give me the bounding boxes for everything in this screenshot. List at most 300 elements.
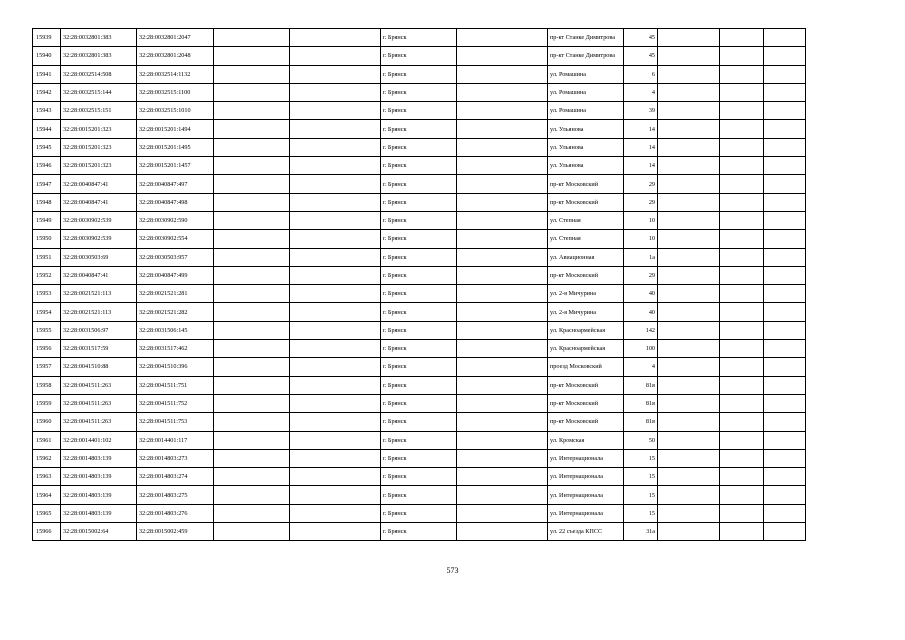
cell-empty [764, 102, 806, 120]
cell-city: г. Брянск [381, 65, 457, 83]
table-row [33, 523, 806, 541]
cell-house: 15 [624, 468, 658, 486]
cell-empty [720, 413, 764, 431]
cell-empty [214, 340, 290, 358]
cell-street: ул. 2-я Мичурина [548, 285, 624, 303]
cell-object-number: 32:28:0014803:273 [137, 449, 214, 467]
cell-empty [290, 358, 381, 376]
cell-empty [214, 193, 290, 211]
cell-parcel-number: 32:28:0032801:383 [61, 47, 137, 65]
cell-empty [658, 138, 720, 156]
cell-object-number: 32:28:0014803:274 [137, 468, 214, 486]
cell-house: 6 [624, 65, 658, 83]
cell-street: ул. Ульянова [548, 157, 624, 175]
cell-empty [764, 340, 806, 358]
cell-city: г. Брянск [381, 83, 457, 101]
cell-house: 29 [624, 266, 658, 284]
cell-empty [214, 285, 290, 303]
cell-object-number: 32:28:0041511:752 [137, 394, 214, 412]
cell-empty [290, 303, 381, 321]
cell-empty [290, 248, 381, 266]
cell-empty [214, 29, 290, 47]
cell-empty [214, 266, 290, 284]
cell-empty [658, 211, 720, 229]
cell-empty [290, 523, 381, 541]
cell-object-number: 32:28:0032514:1132 [137, 65, 214, 83]
cell-empty [720, 285, 764, 303]
cell-empty [764, 504, 806, 522]
cell-empty [720, 266, 764, 284]
cell-street: ул. Ромашина [548, 83, 624, 101]
table-row [33, 449, 806, 467]
cell-house: 14 [624, 120, 658, 138]
cell-empty [720, 321, 764, 339]
cell-house: 15 [624, 504, 658, 522]
table-row [33, 486, 806, 504]
table-row [33, 248, 806, 266]
cell-parcel-number: 32:28:0015201:323 [61, 120, 137, 138]
cell-empty [457, 303, 548, 321]
cell-empty [214, 211, 290, 229]
cell-record-number: 15966 [33, 523, 61, 541]
cell-empty [720, 102, 764, 120]
cell-parcel-number: 32:28:0041511:263 [61, 376, 137, 394]
cell-empty [720, 83, 764, 101]
cell-record-number: 15954 [33, 303, 61, 321]
cell-empty [720, 29, 764, 47]
cell-empty [290, 230, 381, 248]
cell-empty [214, 120, 290, 138]
cell-empty [658, 65, 720, 83]
cell-street: ул. Степная [548, 230, 624, 248]
cell-house: 81в [624, 413, 658, 431]
cell-empty [457, 468, 548, 486]
cell-parcel-number: 32:28:0040847:41 [61, 193, 137, 211]
cell-empty [720, 175, 764, 193]
cell-street: пр-кт Станке Димитрова [548, 47, 624, 65]
cell-empty [764, 175, 806, 193]
cell-city: г. Брянск [381, 486, 457, 504]
cell-empty [457, 193, 548, 211]
cell-city: г. Брянск [381, 175, 457, 193]
cell-empty [764, 431, 806, 449]
cell-empty [720, 449, 764, 467]
cell-empty [658, 102, 720, 120]
cell-parcel-number: 32:28:0014803:139 [61, 468, 137, 486]
cell-empty [290, 102, 381, 120]
cell-empty [764, 29, 806, 47]
cell-parcel-number: 32:28:0014803:139 [61, 486, 137, 504]
cell-empty [457, 29, 548, 47]
cell-empty [658, 376, 720, 394]
cell-house: 15 [624, 486, 658, 504]
cell-street: ул. Ромашина [548, 102, 624, 120]
cell-empty [290, 29, 381, 47]
cell-empty [290, 266, 381, 284]
table-row [33, 193, 806, 211]
cell-empty [457, 120, 548, 138]
cell-object-number: 32:28:0032801:2047 [137, 29, 214, 47]
cell-empty [214, 376, 290, 394]
table-row [33, 102, 806, 120]
cell-object-number: 32:28:0030902:554 [137, 230, 214, 248]
cell-empty [658, 285, 720, 303]
cell-empty [764, 394, 806, 412]
cell-street: ул. Авиационная [548, 248, 624, 266]
cell-empty [764, 65, 806, 83]
cell-house: 31а [624, 523, 658, 541]
cell-street: пр-кт Московский [548, 413, 624, 431]
cell-object-number: 32:28:0014401:117 [137, 431, 214, 449]
cell-empty [290, 468, 381, 486]
cell-record-number: 15951 [33, 248, 61, 266]
cell-empty [214, 175, 290, 193]
table-row [33, 285, 806, 303]
cell-empty [764, 321, 806, 339]
table-row [33, 120, 806, 138]
cell-city: г. Брянск [381, 157, 457, 175]
cell-parcel-number: 32:28:0032515:144 [61, 83, 137, 101]
cell-object-number: 32:28:0032515:1100 [137, 83, 214, 101]
table-row [33, 413, 806, 431]
cell-record-number: 15947 [33, 175, 61, 193]
cell-empty [290, 65, 381, 83]
cell-city: г. Брянск [381, 376, 457, 394]
cell-street: ул. 22 съезда КПСС [548, 523, 624, 541]
cell-street: пр-кт Московский [548, 175, 624, 193]
table-row [33, 157, 806, 175]
cell-house: 40 [624, 303, 658, 321]
cell-empty [214, 83, 290, 101]
cell-empty [720, 394, 764, 412]
cell-parcel-number: 32:28:0030902:539 [61, 211, 137, 229]
cell-empty [764, 248, 806, 266]
cell-empty [457, 266, 548, 284]
cell-empty [720, 230, 764, 248]
cell-house: 100 [624, 340, 658, 358]
cell-house: 50 [624, 431, 658, 449]
cell-empty [214, 413, 290, 431]
cell-empty [290, 340, 381, 358]
cell-street: ул. Красноармейская [548, 321, 624, 339]
cell-record-number: 15962 [33, 449, 61, 467]
cell-empty [658, 321, 720, 339]
cell-empty [658, 523, 720, 541]
cell-empty [214, 248, 290, 266]
table-row [33, 29, 806, 47]
cell-house: 81в [624, 376, 658, 394]
cell-street: пр-кт Московский [548, 376, 624, 394]
cell-empty [457, 138, 548, 156]
cell-street: ул. Интернационала [548, 468, 624, 486]
cell-record-number: 15960 [33, 413, 61, 431]
cell-object-number: 32:28:0015201:1494 [137, 120, 214, 138]
cell-empty [658, 394, 720, 412]
cell-empty [764, 230, 806, 248]
cell-record-number: 15945 [33, 138, 61, 156]
table-row [33, 431, 806, 449]
cell-object-number: 32:28:0030902:590 [137, 211, 214, 229]
cell-empty [658, 468, 720, 486]
table-row [33, 504, 806, 522]
cell-record-number: 15961 [33, 431, 61, 449]
cell-empty [764, 157, 806, 175]
cell-empty [658, 193, 720, 211]
cell-empty [764, 285, 806, 303]
cell-parcel-number: 32:28:0015201:323 [61, 157, 137, 175]
cell-empty [764, 83, 806, 101]
cell-record-number: 15964 [33, 486, 61, 504]
cell-empty [290, 285, 381, 303]
cell-street: ул. Ульянова [548, 120, 624, 138]
cell-object-number: 32:28:0015201:1495 [137, 138, 214, 156]
cell-empty [457, 285, 548, 303]
cell-city: г. Брянск [381, 120, 457, 138]
cell-empty [457, 230, 548, 248]
cell-house: 1а [624, 248, 658, 266]
cell-empty [720, 193, 764, 211]
cell-empty [658, 504, 720, 522]
cell-city: г. Брянск [381, 468, 457, 486]
cell-street: пр-кт Московский [548, 394, 624, 412]
cell-object-number: 32:28:0021521:281 [137, 285, 214, 303]
cell-street: ул. Интернационала [548, 486, 624, 504]
cell-empty [290, 175, 381, 193]
cell-parcel-number: 32:28:0041511:263 [61, 394, 137, 412]
cell-empty [720, 47, 764, 65]
cell-empty [214, 303, 290, 321]
cell-street: ул. Ромашина [548, 65, 624, 83]
cell-object-number: 32:28:0031517:462 [137, 340, 214, 358]
cell-empty [720, 431, 764, 449]
cell-street: проезд Московский [548, 358, 624, 376]
cell-record-number: 15956 [33, 340, 61, 358]
cell-street: ул. 2-я Мичурина [548, 303, 624, 321]
table-row [33, 376, 806, 394]
table-row [33, 266, 806, 284]
cell-empty [457, 376, 548, 394]
cell-empty [457, 83, 548, 101]
cell-empty [457, 358, 548, 376]
cell-empty [658, 29, 720, 47]
cell-empty [214, 47, 290, 65]
cell-city: г. Брянск [381, 211, 457, 229]
cell-empty [720, 376, 764, 394]
cell-empty [764, 376, 806, 394]
cell-empty [290, 486, 381, 504]
cell-empty [720, 248, 764, 266]
cell-empty [764, 486, 806, 504]
cell-empty [658, 340, 720, 358]
cell-house: 81в [624, 394, 658, 412]
cell-empty [457, 504, 548, 522]
cell-record-number: 15958 [33, 376, 61, 394]
cell-empty [720, 486, 764, 504]
cell-empty [214, 449, 290, 467]
cell-parcel-number: 32:28:0041510:88 [61, 358, 137, 376]
cell-record-number: 15959 [33, 394, 61, 412]
cell-empty [720, 303, 764, 321]
cell-parcel-number: 32:28:0030503:69 [61, 248, 137, 266]
cell-empty [658, 47, 720, 65]
cell-parcel-number: 32:28:0032515:151 [61, 102, 137, 120]
cell-record-number: 15953 [33, 285, 61, 303]
cell-empty [214, 468, 290, 486]
cell-empty [658, 413, 720, 431]
cell-empty [214, 523, 290, 541]
cell-empty [764, 266, 806, 284]
cell-empty [214, 102, 290, 120]
cell-empty [214, 431, 290, 449]
cell-street: ул. Красноармейская [548, 340, 624, 358]
cell-city: г. Брянск [381, 394, 457, 412]
cell-house: 10 [624, 211, 658, 229]
cell-city: г. Брянск [381, 248, 457, 266]
cell-empty [290, 157, 381, 175]
cell-empty [457, 175, 548, 193]
cell-parcel-number: 32:28:0014803:139 [61, 449, 137, 467]
cell-object-number: 32:28:0014803:276 [137, 504, 214, 522]
cell-empty [720, 358, 764, 376]
cell-house: 4 [624, 358, 658, 376]
cell-empty [720, 120, 764, 138]
cell-record-number: 15965 [33, 504, 61, 522]
cell-empty [457, 449, 548, 467]
cell-city: г. Брянск [381, 193, 457, 211]
cell-empty [457, 340, 548, 358]
cell-object-number: 32:28:0040847:498 [137, 193, 214, 211]
table-row [33, 394, 806, 412]
cell-empty [290, 504, 381, 522]
cell-empty [457, 65, 548, 83]
cell-object-number: 32:28:0021521:282 [137, 303, 214, 321]
cell-parcel-number: 32:28:0014401:102 [61, 431, 137, 449]
cell-object-number: 32:28:0015201:1457 [137, 157, 214, 175]
cell-city: г. Брянск [381, 340, 457, 358]
cell-street: пр-кт Московский [548, 193, 624, 211]
cell-empty [457, 248, 548, 266]
cell-empty [764, 468, 806, 486]
cell-empty [290, 413, 381, 431]
cell-empty [290, 376, 381, 394]
cell-object-number: 32:28:0041511:751 [137, 376, 214, 394]
cell-city: г. Брянск [381, 358, 457, 376]
table-row [33, 358, 806, 376]
cell-city: г. Брянск [381, 29, 457, 47]
cell-empty [214, 321, 290, 339]
cell-record-number: 15950 [33, 230, 61, 248]
cell-empty [764, 211, 806, 229]
cell-record-number: 15952 [33, 266, 61, 284]
cell-empty [658, 248, 720, 266]
cell-object-number: 32:28:0040847:497 [137, 175, 214, 193]
table-row [33, 321, 806, 339]
cell-city: г. Брянск [381, 285, 457, 303]
cell-city: г. Брянск [381, 102, 457, 120]
registry-table [32, 28, 806, 541]
cell-empty [214, 504, 290, 522]
cell-object-number: 32:28:0031506:145 [137, 321, 214, 339]
cell-empty [764, 47, 806, 65]
cell-empty [290, 83, 381, 101]
cell-empty [764, 120, 806, 138]
cell-empty [290, 394, 381, 412]
cell-parcel-number: 32:28:0040847:41 [61, 175, 137, 193]
cell-empty [457, 413, 548, 431]
cell-empty [720, 523, 764, 541]
cell-object-number: 32:28:0014803:275 [137, 486, 214, 504]
cell-empty [720, 211, 764, 229]
cell-empty [658, 120, 720, 138]
cell-house: 10 [624, 230, 658, 248]
cell-house: 45 [624, 29, 658, 47]
registry-table-body [33, 29, 806, 541]
cell-house: 14 [624, 157, 658, 175]
cell-parcel-number: 32:28:0031517:59 [61, 340, 137, 358]
cell-empty [457, 211, 548, 229]
cell-parcel-number: 32:28:0015002:64 [61, 523, 137, 541]
cell-house: 4 [624, 83, 658, 101]
cell-empty [457, 157, 548, 175]
cell-empty [214, 230, 290, 248]
cell-city: г. Брянск [381, 504, 457, 522]
cell-record-number: 15939 [33, 29, 61, 47]
cell-empty [457, 47, 548, 65]
table-row [33, 468, 806, 486]
cell-record-number: 15955 [33, 321, 61, 339]
cell-empty [720, 65, 764, 83]
cell-city: г. Брянск [381, 303, 457, 321]
cell-street: пр-кт Московский [548, 266, 624, 284]
cell-object-number: 32:28:0032801:2048 [137, 47, 214, 65]
cell-record-number: 15942 [33, 83, 61, 101]
cell-street: пр-кт Станке Димитрова [548, 29, 624, 47]
cell-record-number: 15948 [33, 193, 61, 211]
cell-empty [658, 83, 720, 101]
table-row [33, 303, 806, 321]
cell-record-number: 15944 [33, 120, 61, 138]
cell-empty [658, 303, 720, 321]
table-row [33, 211, 806, 229]
cell-empty [290, 138, 381, 156]
cell-empty [457, 321, 548, 339]
cell-street: ул. Степная [548, 211, 624, 229]
cell-object-number: 32:28:0032515:1010 [137, 102, 214, 120]
cell-record-number: 15957 [33, 358, 61, 376]
cell-empty [764, 358, 806, 376]
table-row [33, 138, 806, 156]
cell-parcel-number: 32:28:0032514:508 [61, 65, 137, 83]
cell-object-number: 32:28:0040847:499 [137, 266, 214, 284]
cell-house: 142 [624, 321, 658, 339]
table-row [33, 65, 806, 83]
cell-empty [290, 193, 381, 211]
cell-street: ул. Интернационала [548, 504, 624, 522]
cell-parcel-number: 32:28:0021521:113 [61, 285, 137, 303]
cell-empty [214, 65, 290, 83]
cell-street: ул. Кромская [548, 431, 624, 449]
cell-house: 29 [624, 175, 658, 193]
cell-record-number: 15943 [33, 102, 61, 120]
cell-empty [290, 321, 381, 339]
cell-empty [290, 211, 381, 229]
cell-house: 29 [624, 193, 658, 211]
cell-city: г. Брянск [381, 523, 457, 541]
cell-house: 39 [624, 102, 658, 120]
cell-city: г. Брянск [381, 47, 457, 65]
cell-empty [658, 449, 720, 467]
table-row [33, 83, 806, 101]
